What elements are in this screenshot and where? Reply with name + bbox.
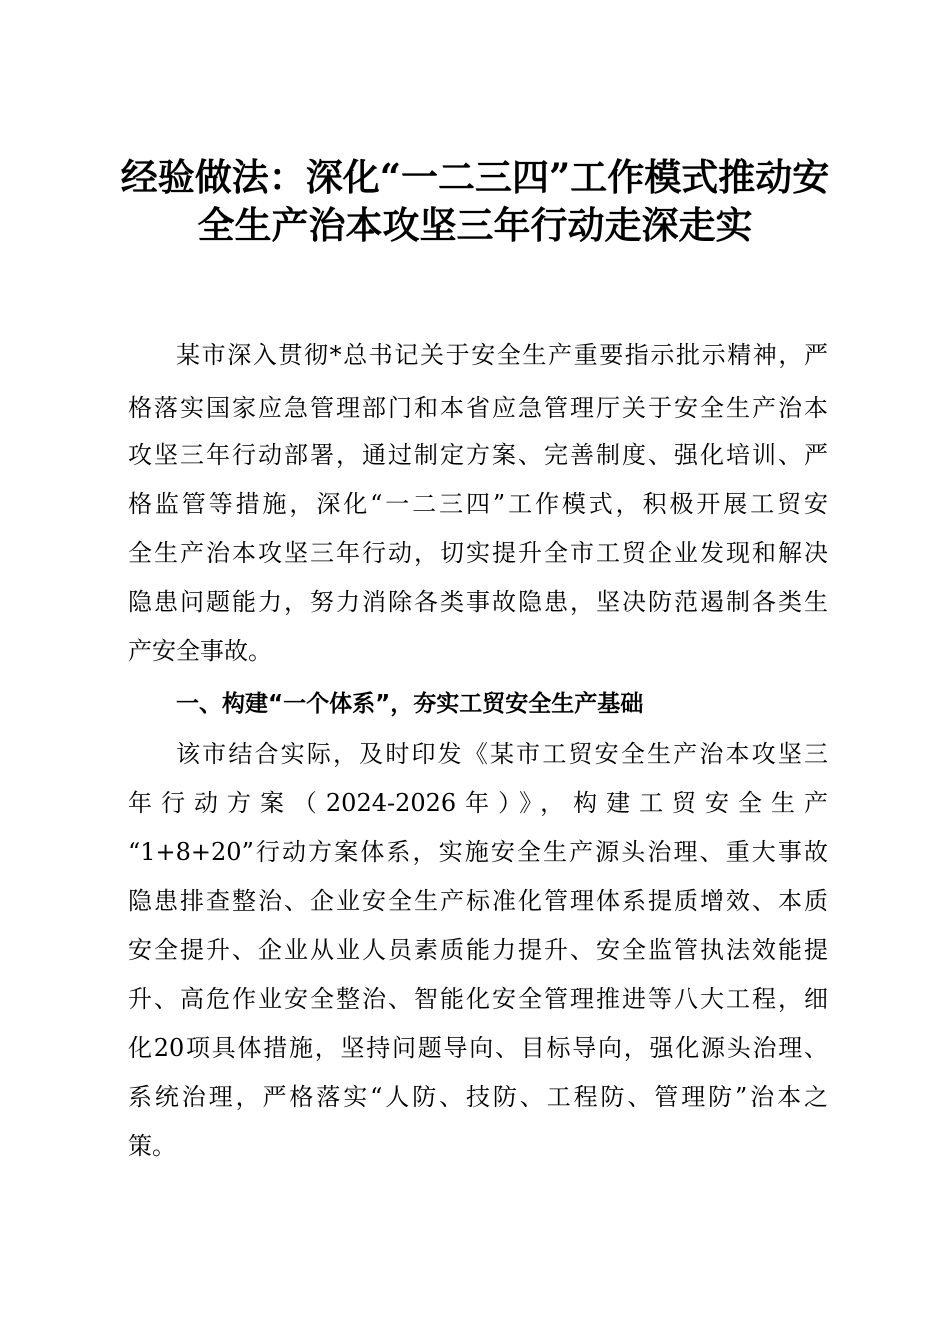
paragraph-1-line: 攻坚三年行动部署，通过制定方案、完善制度、强化培训、严 [128,441,828,469]
paragraph-2-line: 安全提升、企业从业人员素质能力提升、安全监管执法效能提 [128,936,828,964]
paragraph-1-line: 全生产治本攻坚三年行动，切实提升全市工贸企业发现和解决 [128,539,828,567]
document-title-line-2: 全生产治本攻坚三年行动走深走实 [197,203,753,247]
paragraph-2-line: 化20项具体措施，坚持问题导向、目标导向，强化源头治理、 [128,1034,828,1062]
paragraph-2-line: “1+8+20”行动方案体系，实施安全生产源头治理、重大事故 [128,838,828,866]
document-title-line-1: 经验做法：深化“一二三四”工作模式推动安 [120,155,830,199]
paragraph-2-line: 系统治理，严格落实“人防、技防、工程防、管理防”治本之 [128,1083,828,1111]
paragraph-1-line: 格落实国家应急管理部门和本省应急管理厅关于安全生产治本 [128,394,828,422]
paragraph-2-line: 策。 [128,1132,176,1160]
paragraph-1-line: 格监管等措施，深化“一二三四”工作模式，积极开展工贸安 [128,490,828,518]
section-heading-1: 一、构建“一个体系”，夯实工贸安全生产基础 [176,691,644,717]
paragraph-1-line: 产安全事故。 [128,637,272,665]
paragraph-2-line: 隐患排查整治、企业安全生产标准化管理体系提质增效、本质 [128,887,828,915]
paragraph-1-line: 隐患问题能力，努力消除各类事故隐患，坚决防范遏制各类生 [128,588,828,616]
paragraph-2-line: 该市结合实际，及时印发《某市工贸安全生产治本攻坚三 [176,740,828,768]
paragraph-1-line: 某市深入贯彻*总书记关于安全生产重要指示批示精神，严 [176,341,828,369]
paragraph-2-line: 年行动方案（2024-2026年）》，构建工贸安全生产 [128,789,828,817]
paragraph-2-line: 升、高危作业安全整治、智能化安全管理推进等八大工程，细 [128,985,828,1013]
